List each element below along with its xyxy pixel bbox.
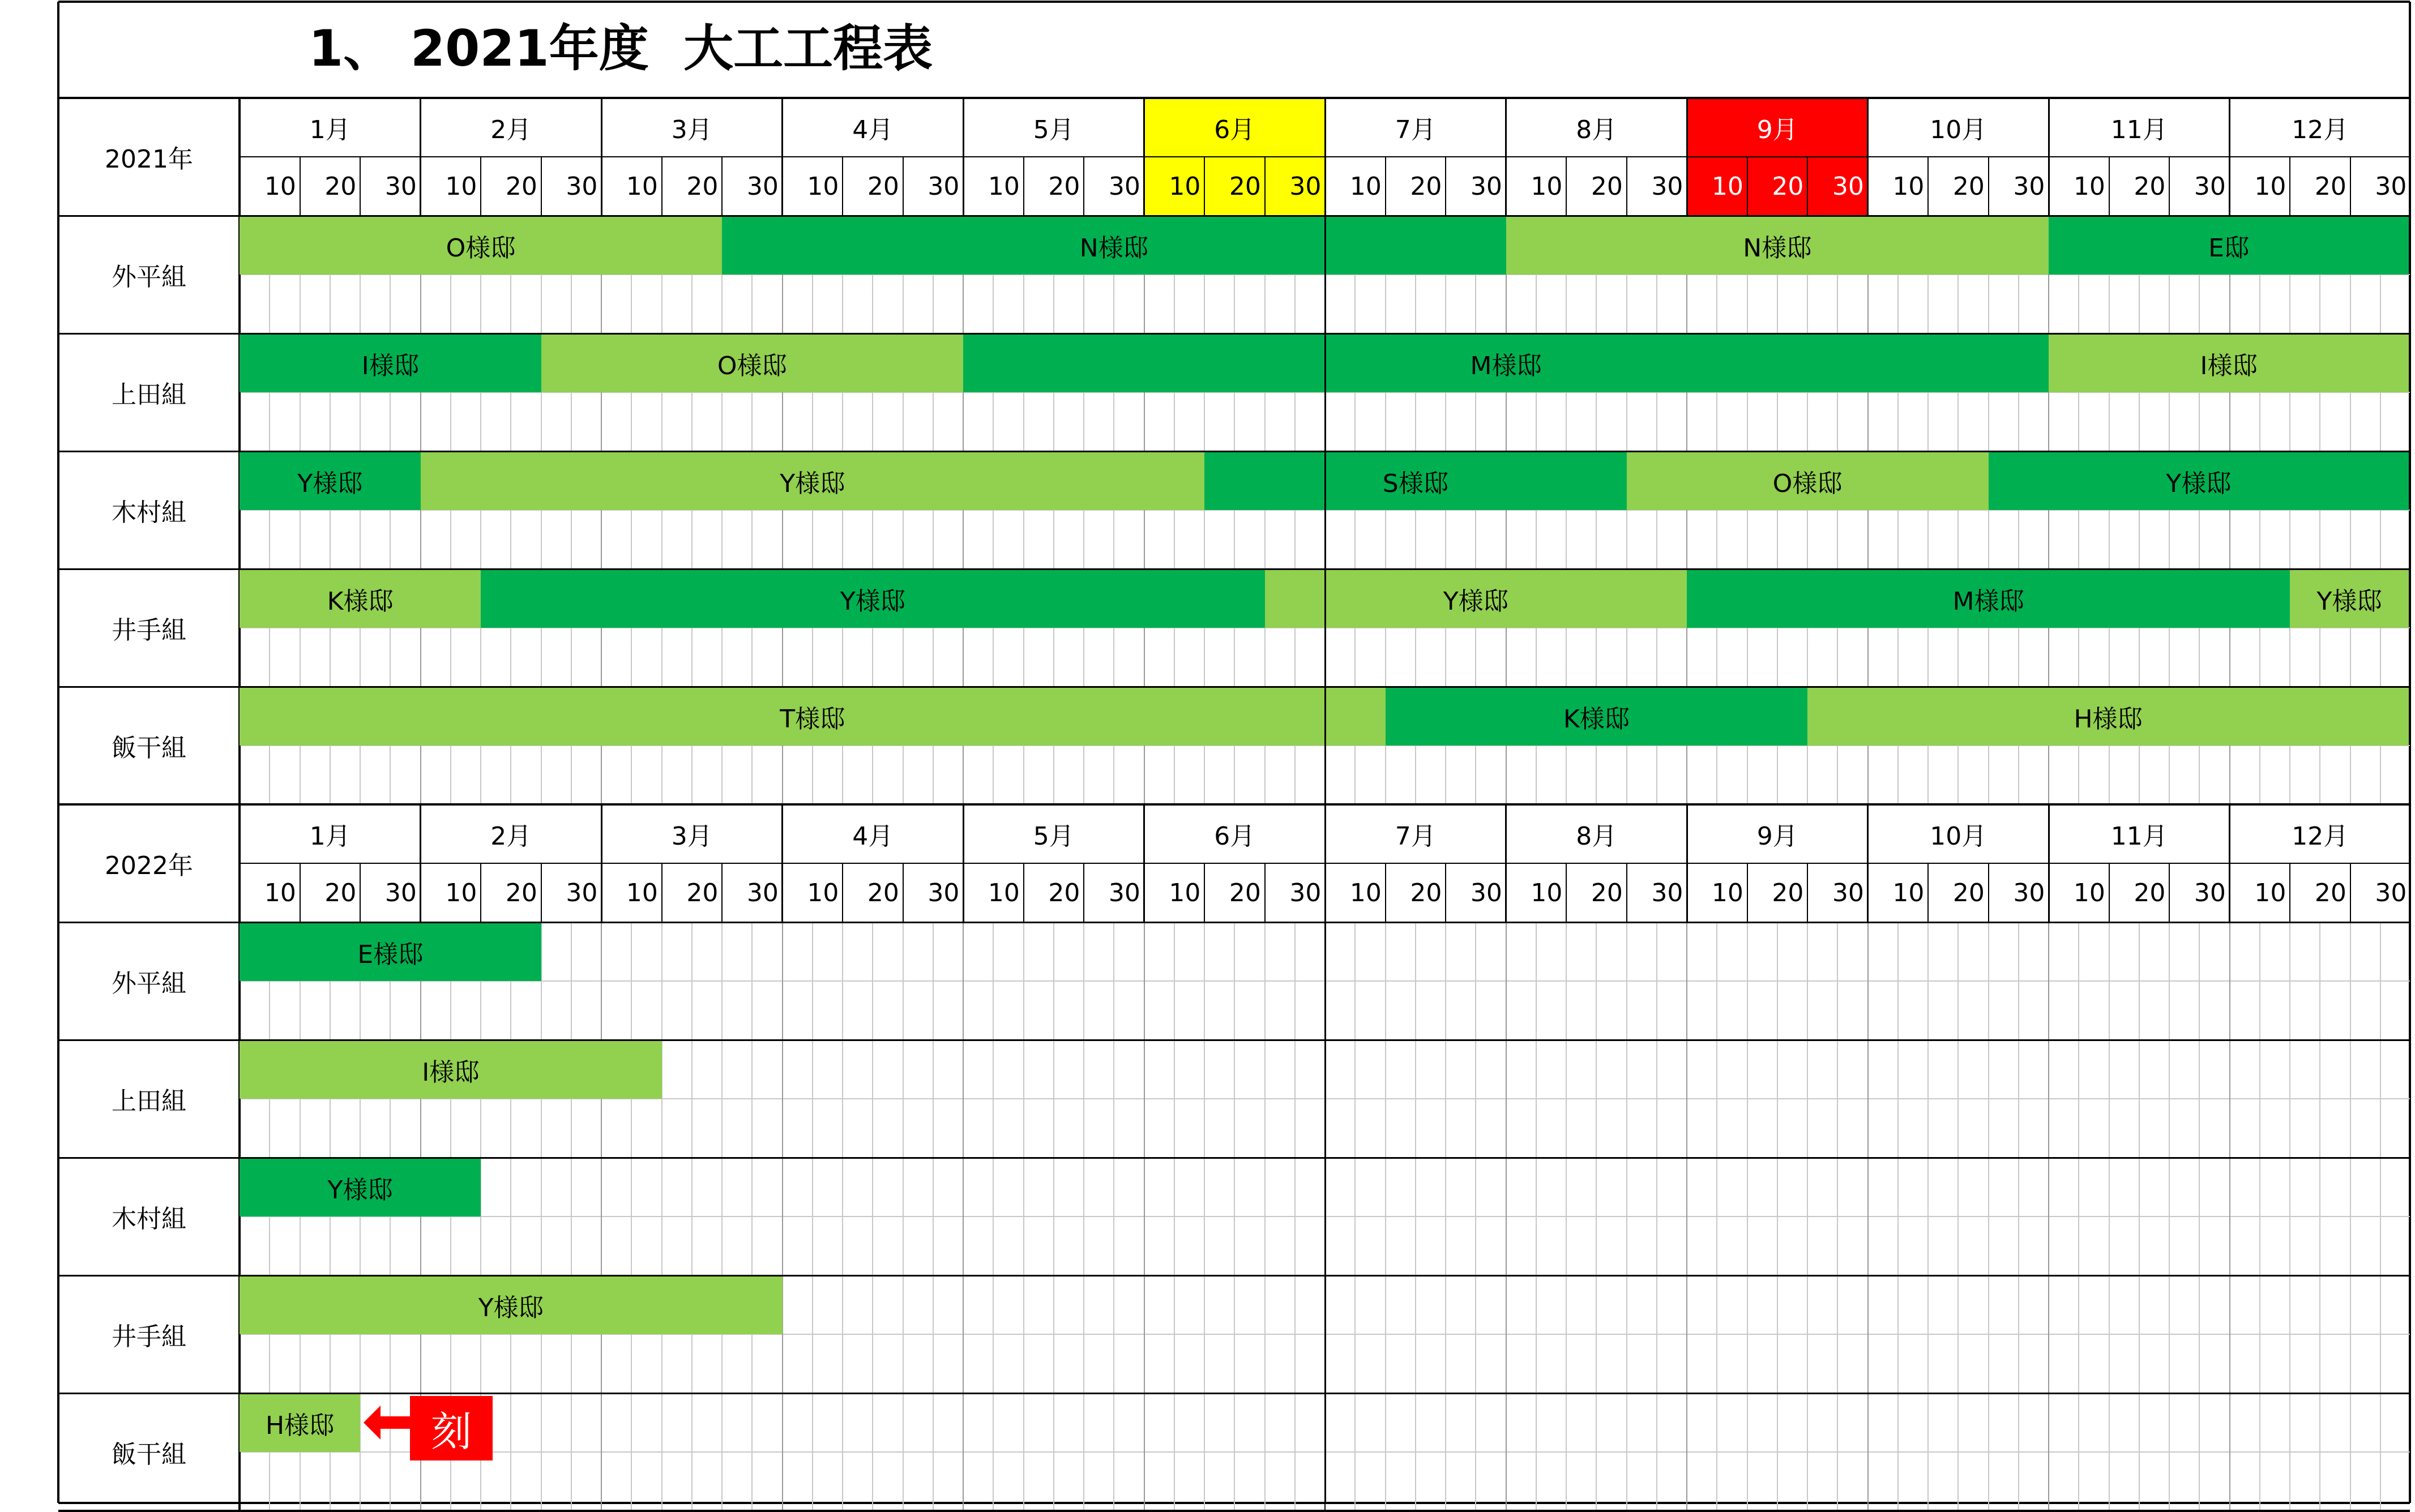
grid-minor-line [1716, 922, 1717, 1511]
day-label: 30 [746, 172, 779, 201]
header-slot-divider [1747, 157, 1748, 216]
header-slot-divider [541, 863, 542, 922]
day-label: 20 [1048, 172, 1080, 201]
grid-minor-line [1354, 922, 1356, 1511]
header-slot-divider [1445, 157, 1446, 216]
header-slot-divider [1566, 863, 1567, 922]
grid-minor-line [1113, 922, 1114, 1511]
day-label: 20 [505, 172, 537, 201]
day-label: 10 [2254, 172, 2286, 201]
grid-minor-line [2078, 922, 2079, 1511]
day-label: 20 [1772, 878, 1804, 907]
grid-minor-line [1475, 922, 1476, 1511]
day-label: 30 [1108, 878, 1140, 907]
grid-minor-line [1807, 922, 1808, 1511]
day-label: 20 [1410, 878, 1442, 907]
grid-month-line [1867, 922, 1869, 1511]
year-label: 2021年 [105, 145, 193, 174]
day-label: 30 [1470, 172, 1502, 201]
header-slot-divider [1204, 863, 1205, 922]
month-label: 4月 [852, 822, 894, 851]
day-label: 20 [324, 172, 357, 201]
schedule-bar: O様邸 [541, 335, 964, 392]
header-slot-divider [903, 157, 904, 216]
day-label: 20 [1591, 878, 1623, 907]
header-month-divider [1505, 98, 1507, 216]
grid-minor-line [1656, 922, 1657, 1511]
header-month-divider [601, 98, 602, 216]
schedule-bar: K様邸 [1386, 688, 1808, 746]
day-label: 30 [384, 878, 417, 907]
header-slot-divider [903, 863, 904, 922]
month-label: 7月 [1395, 822, 1436, 851]
crew-name: 上田組 [112, 1087, 186, 1116]
header-month-divider [2229, 98, 2230, 216]
header-month-divider [781, 804, 783, 922]
header-slot-divider [1264, 863, 1266, 922]
grid-minor-line [541, 922, 542, 1511]
month-label: 8月 [1576, 115, 1617, 144]
page-title: 1、 2021年度 大工工程表 [309, 19, 933, 78]
header-slot-divider [2169, 863, 2170, 922]
day-label: 30 [2375, 172, 2407, 201]
header-slot-divider [661, 863, 662, 922]
header-slot-divider [541, 157, 542, 216]
header-slot-divider [1626, 863, 1627, 922]
day-label: 20 [1952, 172, 1985, 201]
header-month-divider [2229, 804, 2230, 922]
day-label: 20 [1048, 878, 1080, 907]
day-label: 20 [1952, 878, 1985, 907]
grid-minor-line [1897, 922, 1899, 1511]
day-label: 20 [1591, 172, 1623, 201]
header-slot-divider [1023, 863, 1024, 922]
header-slot-divider [1023, 157, 1024, 216]
day-label: 10 [264, 878, 296, 907]
frame-top [58, 1, 2410, 3]
grid-minor-line [2380, 922, 2381, 1511]
grid-minor-line [1927, 922, 1929, 1511]
day-label: 30 [2375, 878, 2407, 907]
header-month-divider [1143, 98, 1145, 216]
grid-minor-line [751, 922, 753, 1511]
day-label: 30 [927, 878, 960, 907]
crew-name: 外平組 [112, 263, 186, 292]
day-label: 10 [1892, 172, 1925, 201]
day-label: 20 [1772, 172, 1804, 201]
day-label: 30 [1651, 172, 1683, 201]
grid-minor-line [1294, 922, 1296, 1511]
month-label: 8月 [1576, 822, 1617, 851]
crew-name: 木村組 [112, 1205, 186, 1233]
day-label: 20 [505, 878, 537, 907]
month-label: 3月 [671, 115, 712, 144]
day-label: 30 [1289, 172, 1322, 201]
day-label: 10 [1169, 878, 1201, 907]
grid-minor-line [1385, 922, 1386, 1511]
crew-name: 飯干組 [112, 734, 186, 763]
header-slot-divider [1807, 157, 1808, 216]
grid-minor-line [2199, 922, 2200, 1511]
day-label: 10 [445, 172, 477, 201]
header-slot-divider [1083, 863, 1084, 922]
schedule-bar: Y様邸 [1265, 570, 1687, 628]
day-label: 30 [566, 172, 598, 201]
header-slot-divider [2350, 863, 2351, 922]
month-label: 12月 [2292, 822, 2349, 851]
grid-month-line [2048, 922, 2049, 1511]
grid-month-line [782, 922, 783, 1511]
grid-minor-line [1023, 922, 1024, 1511]
header-month-divider [1867, 804, 1869, 922]
grid-minor-line [1988, 922, 1989, 1511]
schedule-bar: E邸 [2049, 217, 2409, 275]
day-label: 10 [1349, 878, 1382, 907]
header-top-line [58, 803, 2410, 806]
month-label: 5月 [1033, 115, 1074, 144]
schedule-bar: I様邸 [2049, 335, 2409, 392]
day-label: 30 [927, 172, 960, 201]
grid-minor-line [1174, 922, 1175, 1511]
grid-minor-line [1626, 922, 1627, 1511]
header-slot-divider [842, 863, 843, 922]
day-label: 10 [807, 172, 839, 201]
header-slot-divider [1988, 157, 1989, 216]
grid-minor-line [2289, 922, 2290, 1511]
note-tag: 刻 [410, 1396, 493, 1460]
month-label: 11月 [2110, 115, 2168, 144]
schedule-bar: H様邸 [1807, 688, 2409, 746]
grid-minor-line [1747, 922, 1748, 1511]
schedule-bar: Y様邸 [421, 452, 1205, 510]
day-label: 30 [746, 878, 779, 907]
day-label: 10 [264, 172, 296, 201]
header-slot-divider [300, 157, 301, 216]
grid-month-line [1686, 922, 1687, 1511]
schedule-bar: Y様邸 [240, 452, 421, 510]
grid-minor-line [2259, 922, 2260, 1511]
day-label: 20 [1410, 172, 1442, 201]
grid-minor-line [2319, 922, 2320, 1511]
day-label: 20 [2134, 172, 2166, 201]
grid-minor-line [1445, 922, 1446, 1511]
header-month-divider [1686, 98, 1688, 216]
header-month-divider [1867, 98, 1869, 216]
header-month-divider [963, 804, 964, 922]
header-slot-divider [1927, 157, 1929, 216]
crew-name: 外平組 [112, 969, 186, 998]
day-label: 30 [566, 878, 598, 907]
grid-month-line [963, 922, 964, 1511]
month-label: 4月 [852, 115, 894, 144]
day-label: 20 [1229, 878, 1261, 907]
month-label: 9月 [1756, 822, 1798, 851]
schedule-bar: Y様邸 [240, 1277, 783, 1334]
day-label: 30 [1832, 878, 1864, 907]
grid-minor-line [691, 922, 693, 1511]
month-label: 1月 [309, 115, 351, 144]
header-slot-divider [721, 863, 723, 922]
header-slot-divider [2109, 157, 2110, 216]
header-slot-divider [480, 157, 481, 216]
grid-minor-line [1777, 922, 1778, 1511]
day-label: 10 [1169, 172, 1201, 201]
grid-minor-line [2350, 922, 2351, 1511]
month-label: 5月 [1033, 822, 1074, 851]
schedule-bar: Y様邸 [2290, 570, 2409, 628]
header-month-divider [1143, 804, 1145, 922]
grid-minor-line [2169, 922, 2170, 1511]
month-label: 6月 [1214, 115, 1255, 144]
header-slot-divider [1626, 157, 1627, 216]
grid-minor-line [1596, 922, 1597, 1511]
crew-name: 井手組 [112, 1322, 186, 1351]
grid-minor-line [2109, 922, 2110, 1511]
month-label: 12月 [2292, 115, 2349, 144]
grid-minor-line [1204, 922, 1205, 1511]
grid-minor-line [1536, 922, 1537, 1511]
header-slot-divider [300, 863, 301, 922]
day-label: 30 [2013, 878, 2045, 907]
day-label: 30 [1651, 878, 1683, 907]
schedule-bar: Y様邸 [481, 570, 1265, 628]
grid-month-line [601, 922, 602, 1511]
day-label: 30 [1832, 172, 1864, 201]
header-slot-divider [1927, 863, 1929, 922]
schedule-bar: T様邸 [240, 688, 1386, 746]
grid-minor-line [842, 922, 843, 1511]
schedule-bar: M様邸 [963, 335, 2049, 392]
arrow-left-icon [364, 1403, 416, 1442]
header-slot-divider [2350, 157, 2351, 216]
grid-minor-line [661, 922, 662, 1511]
day-label: 10 [1531, 878, 1563, 907]
day-label: 20 [324, 878, 357, 907]
header-month-divider [420, 98, 421, 216]
schedule-bar: O様邸 [240, 217, 722, 275]
schedule-bar: Y様邸 [240, 1159, 481, 1217]
header-month-divider [1686, 804, 1688, 922]
header-slot-divider [1988, 863, 1989, 922]
day-label: 10 [626, 878, 658, 907]
day-label: 30 [1108, 172, 1140, 201]
header-slot-divider [842, 157, 843, 216]
day-label: 20 [2314, 878, 2346, 907]
grid-minor-line [2139, 922, 2140, 1511]
schedule-bar: E様邸 [240, 923, 541, 981]
schedule-bar: Y様邸 [1989, 452, 2409, 510]
grid-minor-line [2018, 922, 2019, 1511]
header-slot-divider [1747, 863, 1748, 922]
month-label: 1月 [309, 822, 351, 851]
day-label: 10 [988, 878, 1020, 907]
header-month-divider [1505, 804, 1507, 922]
day-label: 10 [2073, 878, 2105, 907]
year-label: 2022年 [105, 851, 193, 880]
day-label: 20 [686, 172, 719, 201]
grid-month-line [2229, 922, 2230, 1511]
grid-minor-line [571, 922, 572, 1511]
day-label: 20 [2314, 172, 2346, 201]
day-label: 30 [2194, 878, 2226, 907]
month-label: 11月 [2110, 822, 2168, 851]
day-label: 30 [1470, 878, 1502, 907]
header-slot-divider [360, 863, 361, 922]
header-month-divider [420, 804, 421, 922]
schedule-bar: K様邸 [240, 570, 481, 628]
month-label: 3月 [671, 822, 712, 851]
schedule-bar: I様邸 [240, 1041, 662, 1099]
header-top-line [58, 97, 2410, 99]
header-slot-divider [1083, 157, 1084, 216]
grid-minor-line [1837, 922, 1838, 1511]
header-slot-divider [360, 157, 361, 216]
grid-month-line [1144, 922, 1145, 1511]
day-label: 20 [867, 172, 899, 201]
header-slot-divider [2169, 157, 2170, 216]
header-month-divider [781, 98, 783, 216]
crew-row-line [58, 1393, 2410, 1394]
header-slot-divider [661, 157, 662, 216]
header-month-divider [601, 804, 602, 922]
mid-year-divider [1324, 98, 1326, 1503]
header-slot-divider [1566, 157, 1567, 216]
month-label: 2月 [490, 115, 532, 144]
grid-minor-line [1053, 922, 1054, 1511]
header-slot-divider [1385, 157, 1386, 216]
month-label: 10月 [1930, 822, 1987, 851]
header-slot-divider [1445, 863, 1446, 922]
crew-name: 飯干組 [112, 1440, 186, 1469]
grid-minor-line [1083, 922, 1084, 1511]
day-label: 10 [445, 878, 477, 907]
day-label: 10 [2254, 878, 2286, 907]
header-slot-divider [480, 863, 481, 922]
header-month-divider [2048, 98, 2050, 216]
schedule-bar: N様邸 [1506, 217, 2049, 275]
crew-name: 上田組 [112, 380, 186, 409]
grid-minor-line [933, 922, 934, 1511]
header-slot-divider [2289, 863, 2290, 922]
day-label: 20 [2134, 878, 2166, 907]
grid-minor-line [1566, 922, 1567, 1511]
header-slot-divider [1264, 157, 1266, 216]
month-label: 9月 [1756, 115, 1798, 144]
day-label: 10 [988, 172, 1020, 201]
grid-minor-line [903, 922, 904, 1511]
grid-minor-line [1264, 922, 1266, 1511]
schedule-bar: I様邸 [240, 335, 541, 392]
schedule-bar: N様邸 [722, 217, 1506, 275]
grid-minor-line [993, 922, 994, 1511]
day-label: 10 [1711, 172, 1743, 201]
day-label: 10 [2073, 172, 2105, 201]
header-slot-divider [1385, 863, 1386, 922]
frame-right [2409, 2, 2411, 1503]
grid-month-line [1506, 922, 1507, 1511]
day-label: 30 [1289, 878, 1322, 907]
grid-minor-line [812, 922, 813, 1511]
header-slot-divider [1204, 157, 1205, 216]
grid-minor-line [721, 922, 723, 1511]
grid-minor-line [510, 922, 511, 1511]
header-slot-divider [1807, 863, 1808, 922]
day-label: 30 [2194, 172, 2226, 201]
grid-minor-line [631, 922, 632, 1511]
schedule-bar: M様邸 [1687, 570, 2290, 628]
schedule-bar: S様邸 [1204, 452, 1627, 510]
day-label: 10 [1892, 878, 1925, 907]
grid-minor-line [1415, 922, 1416, 1511]
month-label: 10月 [1930, 115, 1987, 144]
day-label: 30 [384, 172, 417, 201]
day-label: 10 [1349, 172, 1382, 201]
grid-minor-line [1234, 922, 1235, 1511]
day-label: 20 [1229, 172, 1261, 201]
day-label: 10 [626, 172, 658, 201]
day-label: 20 [867, 878, 899, 907]
block-bottom-line [58, 1510, 2410, 1512]
day-label: 20 [686, 878, 719, 907]
day-label: 10 [807, 878, 839, 907]
grid-minor-line [872, 922, 873, 1511]
header-month-divider [963, 98, 964, 216]
grid-minor-line [1957, 922, 1959, 1511]
schedule-bar: O様邸 [1627, 452, 1989, 510]
schedule-bar: H様邸 [240, 1394, 360, 1452]
header-slot-divider [2289, 157, 2290, 216]
header-slot-divider [2109, 863, 2110, 922]
month-label: 6月 [1214, 822, 1255, 851]
crew-name: 木村組 [112, 498, 186, 527]
crew-name: 井手組 [112, 616, 186, 645]
day-label: 10 [1531, 172, 1563, 201]
month-label: 7月 [1395, 115, 1436, 144]
month-label: 2月 [490, 822, 532, 851]
day-label: 10 [1711, 878, 1743, 907]
header-month-divider [2048, 804, 2050, 922]
header-slot-divider [721, 157, 723, 216]
day-label: 30 [2013, 172, 2045, 201]
